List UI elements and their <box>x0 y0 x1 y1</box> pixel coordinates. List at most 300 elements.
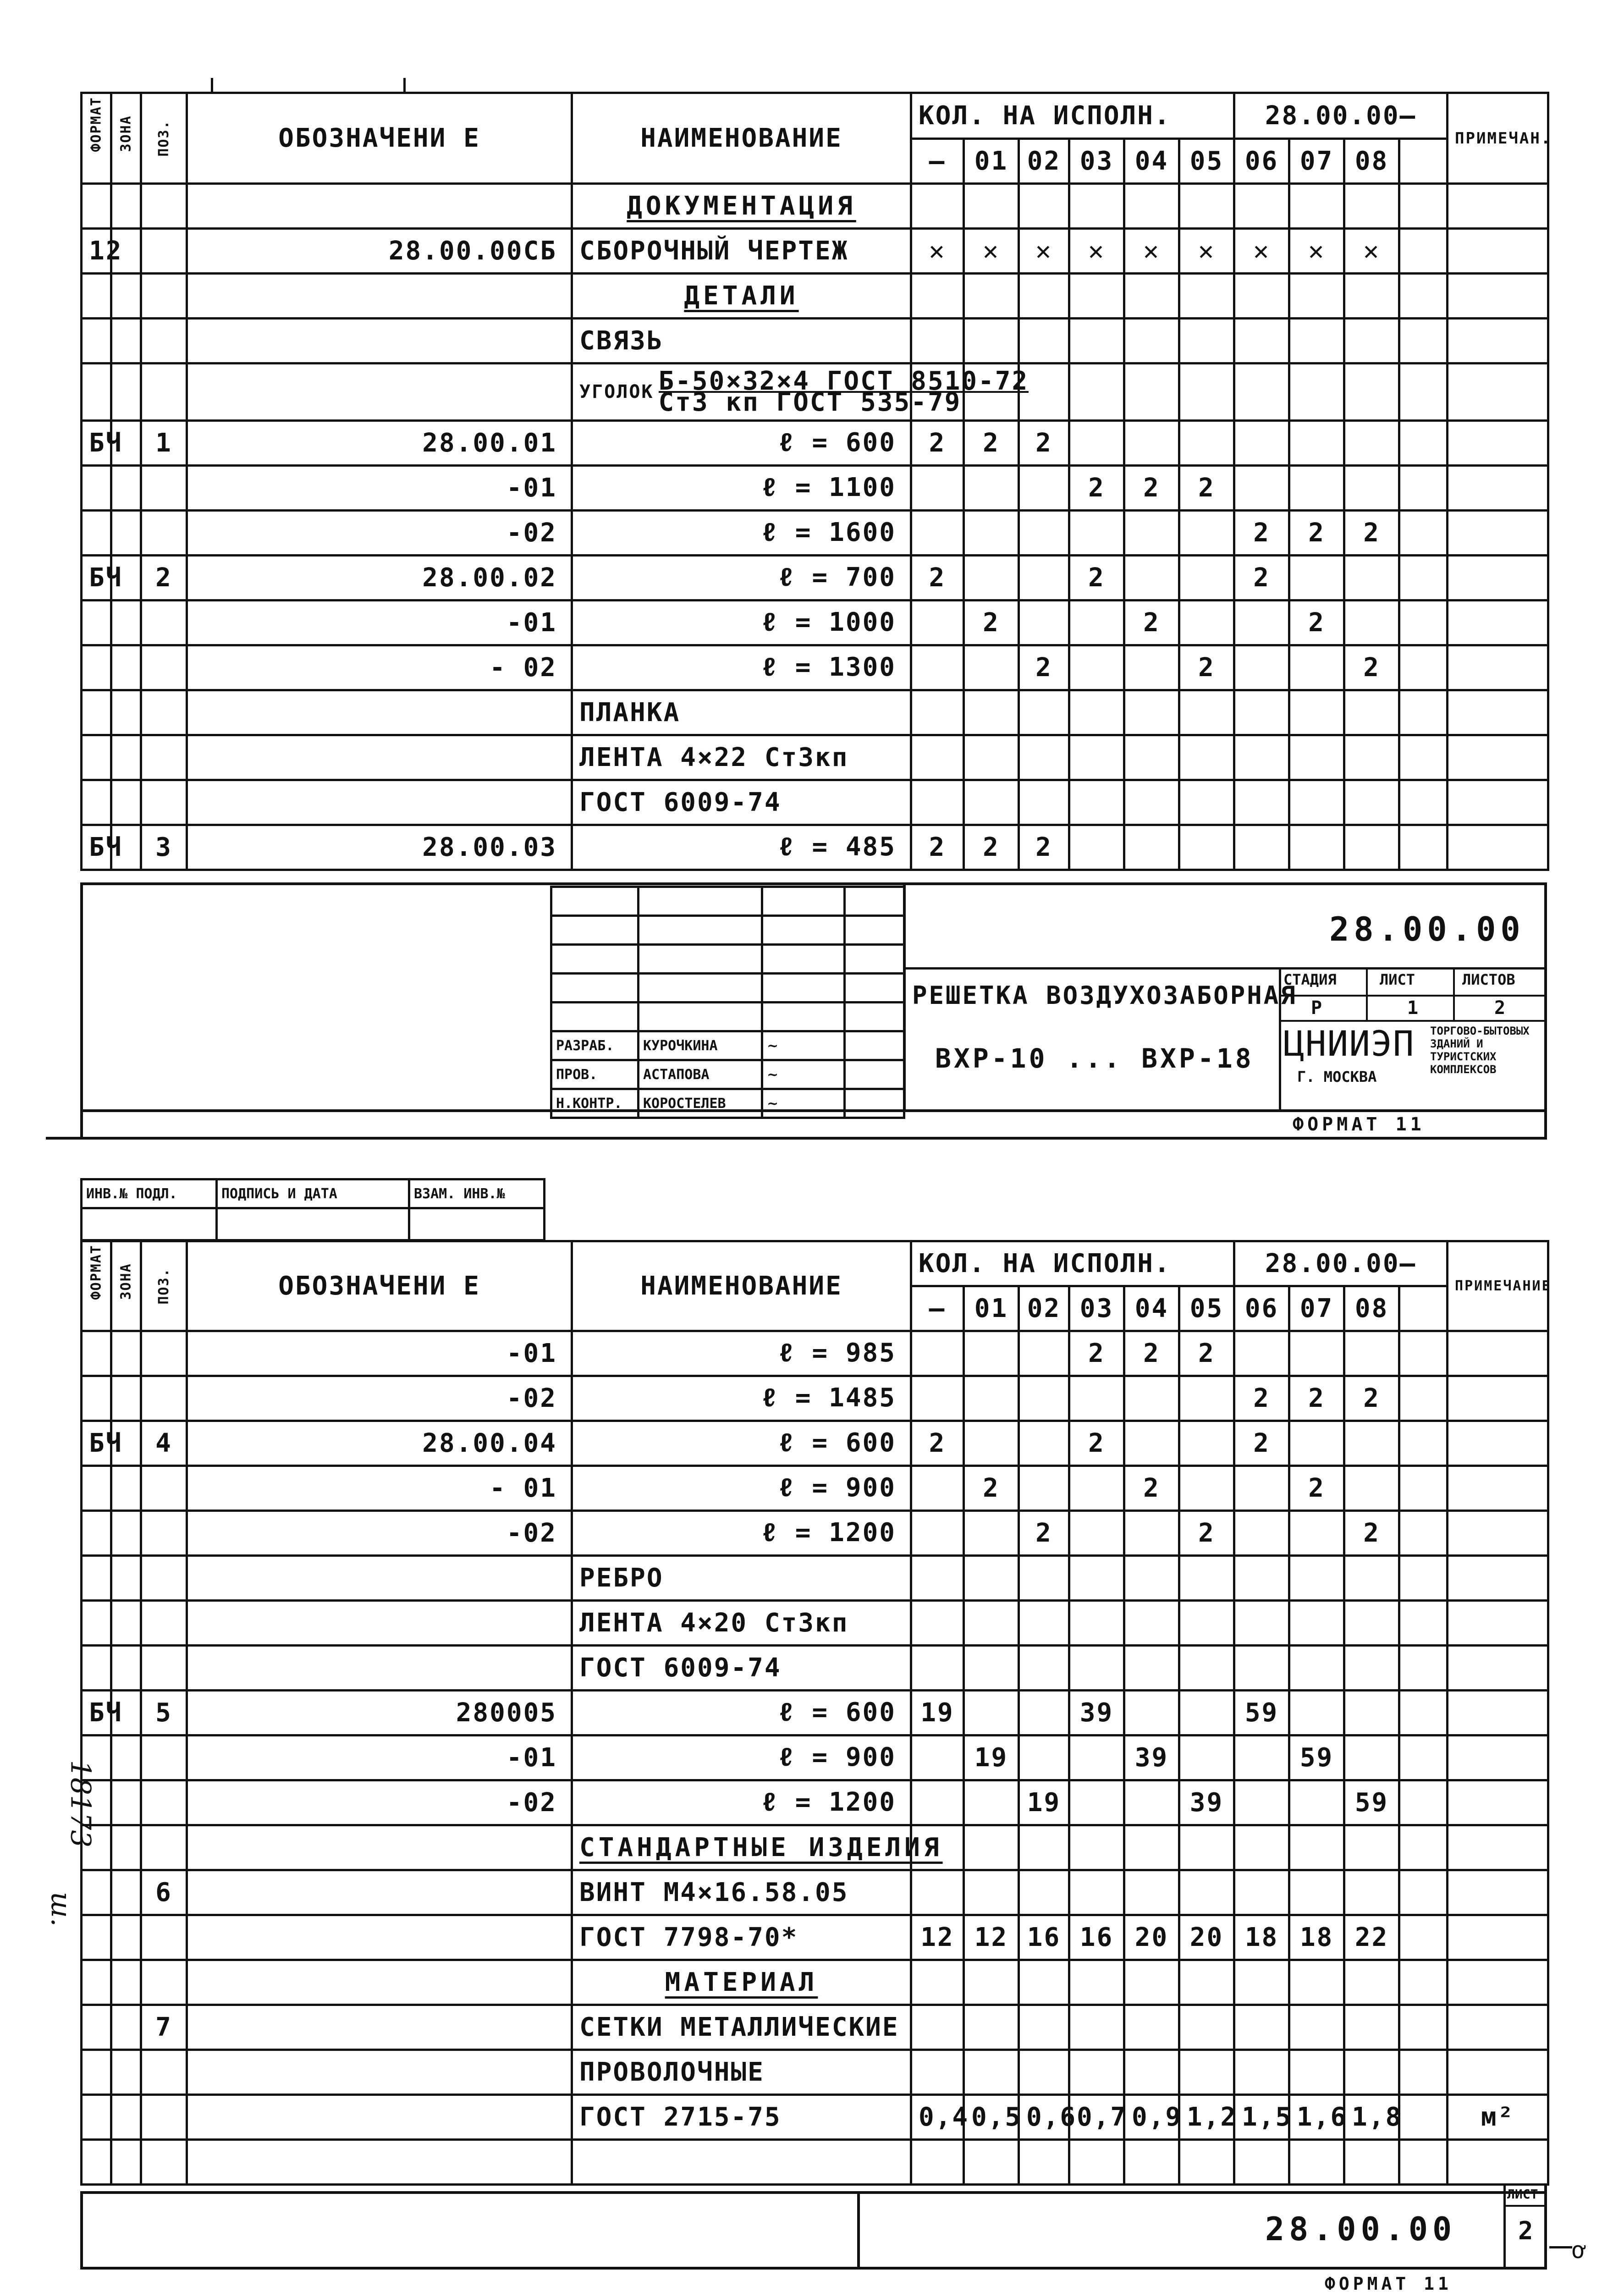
format-cell <box>82 1556 111 1601</box>
variant-cell: 08 <box>1344 1286 1399 1331</box>
signature: ~ <box>762 1060 845 1089</box>
footer-sheet-number: 2 <box>1518 2216 1533 2245</box>
qty-cell <box>964 1556 1019 1601</box>
header-format: ФОРМАТ <box>82 93 111 184</box>
name-cell: СБОРОЧНЫЙ ЧЕРТЕЖ <box>572 229 911 274</box>
zone-cell <box>111 2050 141 2095</box>
qty-cell <box>1344 1736 1399 1780</box>
empty-cell <box>1399 1421 1448 1466</box>
zone-cell <box>111 1825 141 1870</box>
table-row <box>82 825 1548 870</box>
qty-cell <box>1019 184 1069 229</box>
qty-cell: 2 <box>911 556 964 601</box>
qty-cell <box>1289 1511 1344 1556</box>
qty-cell <box>1069 1870 1124 1915</box>
zone-cell <box>111 511 141 556</box>
qty-cell: 2 <box>1234 511 1289 556</box>
qty-cell <box>1289 2140 1344 2185</box>
name-cell: РЕБРО <box>572 1556 911 1601</box>
qty-cell: 20 <box>1124 1915 1179 1960</box>
qty-cell <box>1179 735 1234 780</box>
zone-cell <box>111 1601 141 1646</box>
designation-cell <box>187 1556 572 1601</box>
spec-table-sheet1 <box>80 92 1552 871</box>
position-cell <box>141 2050 187 2095</box>
designation-cell: 28.00.01 <box>187 421 572 466</box>
qty-cell <box>911 1331 964 1376</box>
qty-cell <box>1019 274 1069 319</box>
qty-cell <box>1179 1556 1234 1601</box>
qty-cell <box>1289 1421 1344 1466</box>
empty-cell <box>1399 139 1448 184</box>
qty-cell: 2 <box>911 421 964 466</box>
qty-cell <box>964 511 1019 556</box>
note-cell <box>1448 1780 1548 1825</box>
spec-table-sheet2 <box>80 1240 1552 2186</box>
name-cell: ГОСТ 6009-74 <box>572 780 911 825</box>
qty-cell <box>1289 556 1344 601</box>
zone-cell <box>111 1960 141 2005</box>
qty-cell <box>1234 1825 1289 1870</box>
position-cell: 2 <box>141 556 187 601</box>
table-row <box>82 1870 1548 1915</box>
name-cell: ℓ = 600 <box>572 1691 911 1736</box>
table-row <box>82 1601 1548 1646</box>
variant-cell: 04 <box>1124 1286 1179 1331</box>
qty-cell <box>1234 601 1289 645</box>
name-cell: ЛЕНТА 4×22 Ст3кп <box>572 735 911 780</box>
qty-cell <box>1234 1331 1289 1376</box>
variant-cell: 02 <box>1019 1286 1069 1331</box>
qty-cell <box>1019 466 1069 511</box>
qty-cell: ✕ <box>1124 229 1179 274</box>
variant-cell: 03 <box>1069 1286 1124 1331</box>
note-cell <box>1448 645 1548 690</box>
qty-cell <box>1179 2140 1234 2185</box>
qty-cell: ✕ <box>1234 229 1289 274</box>
format-cell <box>82 780 111 825</box>
qty-cell <box>1179 1421 1234 1466</box>
qty-cell <box>1344 690 1399 735</box>
title-line2: ВХР-10 ... ВХР-18 <box>935 1043 1254 1074</box>
qty-cell <box>1019 1960 1069 2005</box>
note-cell <box>1448 2050 1548 2095</box>
qty-cell <box>1019 1331 1069 1376</box>
qty-cell <box>1069 601 1124 645</box>
qty-cell <box>1069 690 1124 735</box>
qty-cell <box>1344 2050 1399 2095</box>
note-cell <box>1448 421 1548 466</box>
qty-cell <box>1289 1780 1344 1825</box>
qty-cell <box>1179 1960 1234 2005</box>
position-cell <box>141 1646 187 1691</box>
empty-cell <box>1399 2095 1448 2140</box>
position-cell: 4 <box>141 1421 187 1466</box>
qty-cell <box>911 466 964 511</box>
person-ncontr: КОРОСТЕЛЕВ <box>639 1089 762 1118</box>
qty-cell: 2 <box>1289 601 1344 645</box>
qty-cell <box>911 780 964 825</box>
qty-cell <box>1069 1556 1124 1601</box>
qty-cell <box>1019 1556 1069 1601</box>
qty-cell: 2 <box>964 825 1019 870</box>
note-cell <box>1448 364 1548 421</box>
name-top: Б-50×32×4 ГОСТ 8510-72 <box>658 366 1029 396</box>
note-cell <box>1448 1331 1548 1376</box>
qty-cell <box>911 2050 964 2095</box>
table-row <box>82 1421 1548 1466</box>
qty-cell <box>911 1736 964 1780</box>
qty-cell <box>1234 421 1289 466</box>
position-cell <box>141 1736 187 1780</box>
position-cell: 6 <box>141 1870 187 1915</box>
note-cell <box>1448 1736 1548 1780</box>
designation-cell <box>187 2050 572 2095</box>
zone-cell <box>111 1646 141 1691</box>
zone-cell <box>111 2095 141 2140</box>
qty-cell: 18 <box>1289 1915 1344 1960</box>
qty-cell <box>1124 735 1179 780</box>
qty-cell <box>1179 364 1234 421</box>
qty-cell <box>1289 735 1344 780</box>
qty-cell <box>1069 1780 1124 1825</box>
variant-cell: 04 <box>1124 139 1179 184</box>
qty-cell <box>1069 2140 1124 2185</box>
qty-cell: ✕ <box>1069 229 1124 274</box>
designation-cell <box>187 1960 572 2005</box>
qty-cell <box>1344 1331 1399 1376</box>
zam-label: ВЗАМ. ИНВ.№ <box>409 1179 545 1208</box>
inv-label: ИНВ.№ ПОДЛ. <box>82 1179 217 1208</box>
qty-cell <box>1019 1646 1069 1691</box>
format-cell: БЧ <box>82 825 111 870</box>
format-cell <box>82 735 111 780</box>
note-cell: м² <box>1448 2095 1548 2140</box>
position-cell <box>141 2140 187 2185</box>
zone-cell <box>111 1331 141 1376</box>
position-cell <box>141 364 187 421</box>
qty-cell: 2 <box>1069 466 1124 511</box>
format-cell <box>82 1376 111 1421</box>
person-dev: КУРОЧКИНА <box>639 1031 762 1060</box>
qty-cell: 2 <box>964 1466 1019 1511</box>
qty-cell <box>1124 645 1179 690</box>
format-cell <box>82 364 111 421</box>
qty-cell <box>1019 2005 1069 2050</box>
name-cell: ПЛАНКА <box>572 690 911 735</box>
footer-sheet-label: ЛИСТ <box>1507 2187 1538 2202</box>
qty-cell <box>1344 421 1399 466</box>
qty-cell <box>1019 1376 1069 1421</box>
qty-cell <box>1124 1601 1179 1646</box>
qty-cell <box>964 274 1019 319</box>
qty-cell <box>1069 1646 1124 1691</box>
qty-cell <box>1124 2050 1179 2095</box>
qty-cell <box>1234 1601 1289 1646</box>
qty-cell <box>1124 1421 1179 1466</box>
empty-cell <box>1399 274 1448 319</box>
format-cell <box>82 466 111 511</box>
name-cell: ℓ = 1200 <box>572 1780 911 1825</box>
zone-cell <box>111 1556 141 1601</box>
table-row <box>82 2140 1548 2185</box>
qty-cell <box>1289 1646 1344 1691</box>
zone-cell <box>111 690 141 735</box>
qty-cell <box>1234 1960 1289 2005</box>
designation-cell: 28.00.00СБ <box>187 229 572 274</box>
qty-cell <box>964 556 1019 601</box>
header-designation: ОБОЗНАЧЕНИ Е <box>187 1241 572 1331</box>
qty-cell <box>1019 1601 1069 1646</box>
qty-cell <box>964 645 1019 690</box>
position-cell <box>141 735 187 780</box>
qty-cell <box>911 1780 964 1825</box>
qty-cell: 1,6 <box>1289 2095 1344 2140</box>
zone-cell <box>111 2005 141 2050</box>
qty-cell <box>1344 364 1399 421</box>
qty-cell <box>1124 2005 1179 2050</box>
name-cell: ℓ = 485 <box>572 825 911 870</box>
note-cell <box>1448 780 1548 825</box>
qty-cell <box>1344 184 1399 229</box>
qty-cell <box>1069 1511 1124 1556</box>
table-row <box>82 645 1548 690</box>
format-cell: БЧ <box>82 556 111 601</box>
qty-cell <box>1069 645 1124 690</box>
qty-cell: ✕ <box>1289 229 1344 274</box>
table-row <box>82 2050 1548 2095</box>
qty-cell <box>1234 735 1289 780</box>
person-check: АСТАПОВА <box>639 1060 762 1089</box>
position-cell <box>141 1511 187 1556</box>
qty-cell <box>1344 1601 1399 1646</box>
qty-cell <box>1234 1780 1289 1825</box>
qty-cell <box>1289 421 1344 466</box>
section-heading: СТАНДАРТНЫЕ ИЗДЕЛИЯ <box>572 1825 911 1870</box>
qty-cell <box>1124 274 1179 319</box>
qty-cell <box>1069 735 1124 780</box>
qty-cell: 2 <box>1179 1331 1234 1376</box>
qty-cell <box>1124 556 1179 601</box>
qty-cell <box>964 319 1019 364</box>
designation-cell <box>187 2095 572 2140</box>
empty-cell <box>1399 1286 1448 1331</box>
qty-cell <box>1289 1825 1344 1870</box>
qty-cell <box>911 184 964 229</box>
header-qty: КОЛ. НА ИСПОЛН. <box>911 1241 1234 1286</box>
signature-grid <box>550 886 905 1119</box>
zone-cell <box>111 735 141 780</box>
header-note: ПРИМЕЧАН. <box>1448 93 1548 184</box>
position-cell <box>141 690 187 735</box>
header-format: ФОРМАТ <box>82 1241 111 1331</box>
variant-cell: — <box>911 139 964 184</box>
zone-cell <box>111 184 141 229</box>
qty-cell <box>1069 319 1124 364</box>
note-cell <box>1448 1511 1548 1556</box>
org-city: Г. МОСКВА <box>1297 1068 1377 1085</box>
org-logo: ЦНИИЭП <box>1283 1023 1415 1064</box>
empty-cell <box>1399 1825 1448 1870</box>
qty-cell <box>1234 780 1289 825</box>
qty-cell <box>964 1646 1019 1691</box>
table-row <box>82 511 1548 556</box>
stage-value: Р <box>1311 997 1322 1019</box>
qty-cell <box>1179 274 1234 319</box>
qty-cell <box>1289 1601 1344 1646</box>
format-cell <box>82 274 111 319</box>
zone-cell <box>111 1466 141 1511</box>
section-heading: МАТЕРИАЛ <box>572 1960 911 2005</box>
sheet-label: ЛИСТ <box>1380 971 1415 988</box>
note-cell <box>1448 1556 1548 1601</box>
qty-cell <box>1019 2140 1069 2185</box>
qty-cell <box>1289 1556 1344 1601</box>
qty-cell: 2 <box>1019 421 1069 466</box>
qty-cell <box>911 2005 964 2050</box>
qty-cell <box>1069 274 1124 319</box>
name-cell: ГОСТ 7798-70* <box>572 1915 911 1960</box>
empty-cell <box>1399 1780 1448 1825</box>
qty-cell <box>1179 601 1234 645</box>
qty-cell <box>964 1331 1019 1376</box>
qty-cell <box>1069 184 1124 229</box>
sheet-value: 1 <box>1407 997 1419 1019</box>
qty-cell <box>964 1960 1019 2005</box>
designation-cell <box>187 184 572 229</box>
qty-cell: 59 <box>1289 1736 1344 1780</box>
qty-cell <box>1019 319 1069 364</box>
qty-cell <box>1019 2050 1069 2095</box>
qty-cell <box>1069 421 1124 466</box>
qty-cell: 22 <box>1344 1915 1399 1960</box>
designation-cell: -02 <box>187 511 572 556</box>
sheets-value: 2 <box>1494 997 1506 1019</box>
format-cell <box>82 2140 111 2185</box>
empty-cell <box>1399 2005 1448 2050</box>
variant-cell: 06 <box>1234 139 1289 184</box>
note-cell <box>1448 274 1548 319</box>
empty-cell <box>1399 735 1448 780</box>
qty-cell <box>1289 319 1344 364</box>
position-cell <box>141 645 187 690</box>
name-cell: ℓ = 900 <box>572 1466 911 1511</box>
org-note: ТОРГОВО-БЫТОВЫХ ЗДАНИЙ И ТУРИСТСКИХ КОМПЛЕКСОВ <box>1430 1025 1530 1076</box>
zone-cell <box>111 1780 141 1825</box>
section-heading: ДЕТАЛИ <box>572 274 911 319</box>
designation-cell <box>187 364 572 421</box>
position-cell: 1 <box>141 421 187 466</box>
format-cell <box>82 2005 111 2050</box>
empty-cell <box>1399 1556 1448 1601</box>
signature: ~ <box>762 1089 845 1118</box>
qty-cell <box>1344 601 1399 645</box>
name-cell: СЕТКИ МЕТАЛЛИЧЕСКИЕ <box>572 2005 911 2050</box>
format-cell <box>82 1870 111 1915</box>
format-cell <box>82 645 111 690</box>
header-zone: ЗОНА <box>111 1241 141 1331</box>
qty-cell <box>1019 601 1069 645</box>
qty-cell <box>1019 556 1069 601</box>
archive-stamp <box>80 1178 545 1241</box>
qty-cell <box>964 2050 1019 2095</box>
position-cell <box>141 1780 187 1825</box>
qty-cell <box>1234 1511 1289 1556</box>
document-code: 28.00.00 <box>1329 910 1525 948</box>
empty-cell <box>1399 2140 1448 2185</box>
variant-cell: 07 <box>1289 139 1344 184</box>
qty-cell <box>1124 1960 1179 2005</box>
designation-cell: -01 <box>187 1736 572 1780</box>
note-cell <box>1448 1601 1548 1646</box>
designation-cell <box>187 1915 572 1960</box>
zone-cell <box>111 1376 141 1421</box>
format-cell <box>82 1511 111 1556</box>
qty-cell: 2 <box>1124 466 1179 511</box>
format-cell <box>82 511 111 556</box>
designation-cell <box>187 1870 572 1915</box>
qty-cell <box>964 2140 1019 2185</box>
qty-cell: 2 <box>1069 1331 1124 1376</box>
qty-cell <box>911 690 964 735</box>
qty-cell <box>1234 274 1289 319</box>
qty-cell <box>1344 1466 1399 1511</box>
table-row <box>82 690 1548 735</box>
qty-cell <box>964 2005 1019 2050</box>
qty-cell: 19 <box>1019 1780 1069 1825</box>
position-cell: 3 <box>141 825 187 870</box>
qty-cell <box>1179 2050 1234 2095</box>
qty-cell <box>911 645 964 690</box>
qty-cell <box>964 1511 1019 1556</box>
designation-cell: -01 <box>187 1331 572 1376</box>
qty-cell <box>1289 780 1344 825</box>
qty-cell <box>1234 184 1289 229</box>
qty-cell <box>1124 1780 1179 1825</box>
empty-cell <box>1399 1466 1448 1511</box>
empty-cell <box>1399 601 1448 645</box>
qty-cell: 2 <box>1069 1421 1124 1466</box>
qty-cell <box>1179 1466 1234 1511</box>
qty-cell <box>1344 1421 1399 1466</box>
qty-cell <box>1124 1511 1179 1556</box>
qty-cell <box>1179 825 1234 870</box>
qty-cell <box>911 319 964 364</box>
qty-cell <box>1289 2005 1344 2050</box>
designation-cell <box>187 690 572 735</box>
note-cell <box>1448 601 1548 645</box>
name-cell: ГОСТ 6009-74 <box>572 1646 911 1691</box>
empty-cell <box>1399 319 1448 364</box>
qty-cell <box>964 1691 1019 1736</box>
qty-cell: 19 <box>964 1736 1019 1780</box>
empty-cell <box>1399 1960 1448 2005</box>
designation-cell <box>187 274 572 319</box>
note-cell <box>1448 825 1548 870</box>
qty-cell: 0,6 <box>1019 2095 1069 2140</box>
note-cell <box>1448 511 1548 556</box>
qty-cell <box>1019 1421 1069 1466</box>
format-cell <box>82 1331 111 1376</box>
qty-cell <box>1124 1646 1179 1691</box>
position-cell <box>141 1466 187 1511</box>
qty-cell <box>1069 1466 1124 1511</box>
qty-cell <box>1179 184 1234 229</box>
note-cell <box>1448 1646 1548 1691</box>
note-cell <box>1448 1915 1548 1960</box>
note-cell <box>1448 1376 1548 1421</box>
zone-cell <box>111 645 141 690</box>
